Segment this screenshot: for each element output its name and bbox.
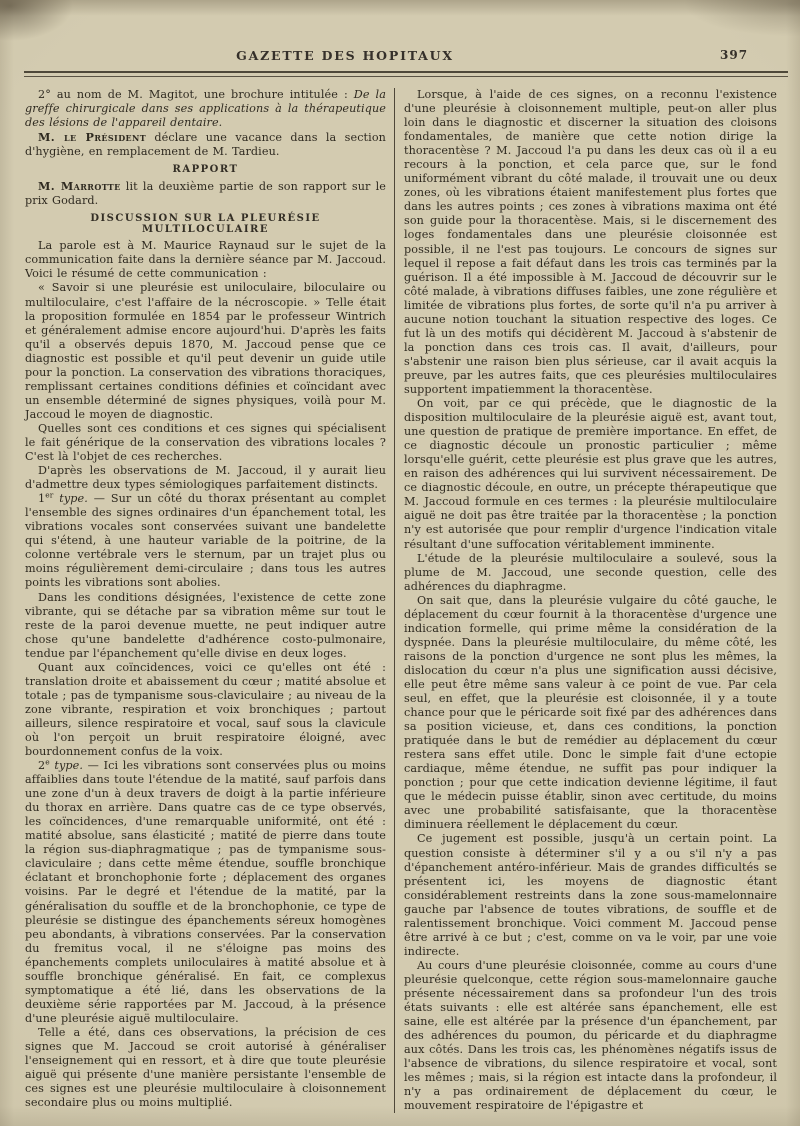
text-segment: La parole est à M. Maurice Raynaud sur le sujet de la communication faite dans la dernière séance par M. Jaccoud. Voici le résumé de cette communication : [25,239,386,281]
text-segment: Quant aux coïncidences, voici ce qu'elles ont été : translation droite et abaissement du cœur ; matité absolue et totale ; pas de tympanisme sous-claviculaire ; au niveau de la zone vibrante, respiration et voix bronchiques ; partout ailleurs, silence respiratoire et vocal, sauf sous la clavicule où l'on perçoit un bruit respiratoire éloigné, avec bourdonnement confus de la voix. [25,660,386,759]
text-segment: 2° au nom de M. Magitot, une brochure intitulée : [38,88,354,101]
text-segment: M. le Président [38,130,147,145]
text-segment: type. [59,492,88,506]
text-segment: e [45,757,50,767]
paragraph [404,552,777,594]
text-segment: lit la deuxième partie de son rapport sur le prix Godard. [25,180,387,208]
text-segment: Quelles sont ces conditions et ces signes qui spécialisent le fait générique de la conservation des vibrations locales ? C'est là l'objet de ces recherches. [25,421,386,464]
text-segment: De la greffe chirurgicale dans ses applications à la thérapeutique des lésions de l'appareil dentaire. [25,88,386,130]
text-segment: On sait que, dans la pleurésie vulgaire du côté gauche, le déplacement du cœur fournit à la thoracentèse d'urgence une indication formelle, qui prime même la considération de la dyspnée. Dans la pleurésie multiloculaire, du même côté, les raisons de la ponction d'urgence ne sont plus les mêmes, la dislocation du cœur n'a plus une signification aussi décisive, elle peut être même sans valeur à ce point de vue. Par cela seul, en effet, que la pleurésie est cloisonnée, il y a toute chance pour que le péricarde soit fixé par des adhérences dans sa position vicieuse, et, dans ces conditions, la ponction pratiquée dans le but de remédier au déplacement du cœur restera sans effet utile. Donc le simple fait d'une ectopie cardiaque, même étendue, ne suffit pas pour indiquer la ponction ; pour que cette indication devienne légitime, il faut que le médecin puisse établir, sinon avec certitude, du moins avec une probabilité satisfaisante, que la thoracentèse diminuera réellement le déplacement du cœur. [404,593,777,832]
paragraph [404,959,777,1114]
text-segment: M. Marrotte [38,179,121,194]
text-segment: déclare une vacance dans la section d'hygiène, en remplacement de M. Tardieu. [25,131,386,159]
text-segment: D'après les observations de M. Jaccoud, il y aurait lieu d'admettre deux types sémiologiques parfaitement distincts. [25,464,386,492]
text-segment: Lorsque, à l'aide de ces signes, on a reconnu l'existence d'une pleurésie à cloisonnement multiple, peut-on aller plus loin dans le diagnostic et discerner la situation des cloisons fondamentales, de manière que cette notion dirige la thoracentèse ? M. Jaccoud l'a pu dans les deux cas où il a eu recours à la ponction, et cela parce que, sur le fond uniformément vibrant du côté malade, il trouvait une ou deux zones, où les vibrations étaient manifestement plus fortes que dans les autres points ; ces zones à vibrations maxima ont été son guide pour la thoracentèse. Mais, si le discernement des loges fondamentales dans une pleurésie cloisonnée est possible, il ne l'est pas toujours. Le concours de signes sur lequel il repose a fait défaut dans les trois cas terminés par la guérison. Il a été impossible à M. Jaccoud de découvrir sur le côté malade, à vibrations diffuses faibles, une zone régulière et limitée de vibrations plus fortes, de sorte qu'il n'a pu arriver à aucune notion touchant la situation respective des loges. Ce fut là un des motifs qui décidèrent M. Jaccoud à s'abstenir de la ponction dans ces trois cas. Il avait, d'ailleurs, pour s'abstenir une raison bien plus sérieuse, car il avait acquis la preuve, par les autres faits, que ces pleurésies multiloculaires supportent impatiemment la thoracentèse. [404,88,777,396]
paragraph [25,179,386,208]
text-segment: 1 [38,492,46,506]
paragraph [404,832,777,958]
paragraph [404,88,777,397]
paragraph [25,422,386,464]
text-segment: Au cours d'une pleurésie cloisonnée, comme au cours d'une pleurésie quelconque, cette région sous-mamelonnaire gauche présente nécessairement dans sa profondeur l'un des trois états suivants : elle est altérée sans épanchement, elle est saine, elle est altérée par la présence d'un épanchement, par des adhérences du poumon, du péricarde et du diaphragme aux côtés. Dans les trois cas, les phénomènes négatifs issus de l'absence de vibrations, du silence respiratoire et vocal, sont les mêmes ; mais, si la région est intacte dans la profondeur, il n'y a pas ordinairement de déplacement du cœur, le mouvement respiratoire de l'épigastre et [404,958,777,1113]
text-segment: L'étude de la pleurésie multiloculaire a soulevé, sous la plume de M. Jaccoud, une seconde question, celle des adhérences du diaphragme. [404,551,777,593]
paragraph [25,281,386,421]
double-rule [24,71,788,77]
paragraph [25,591,386,661]
column-left [25,88,386,1113]
text-segment: — Sur un côté du thorax présentant au complet l'ensemble des signes ordinaires d'un épanchement total, les vibrations vocales sont conservées suivant une bandelette qui s'étend, à une hauteur variable de la poitrine, de la colonne vertébrale vers le sternum, par un trajet plus ou moins régulièrement demi-circulaire ; dans tous les autres points les vibrations sont abolies. [25,492,386,590]
paragraph [25,130,386,159]
paragraph [404,397,777,552]
text-segment: RAPPORT [172,164,239,176]
section-heading [25,213,386,235]
paragraph [25,492,386,590]
section-heading [25,164,386,175]
text-segment: On voit, par ce qui précède, que le diagnostic de la disposition multiloculaire de la pleurésie aiguë est, avant tout, une question de pratique de première importance. En effet, de ce diagnostic découle un pronostic particulier ; même lorsqu'elle guérit, cette pleurésie est plus grave que les autres, en raison des adhérences qui lui survivent nécessairement. De ce diagnostic découle, en outre, un précepte thérapeutique que M. Jaccoud formule en ces termes : la pleurésie multiloculaire aiguë ne doit pas être traitée par la thoracentèse ; la ponction n'y est autorisée que pour remplir d'urgence l'indication vitale résultant d'une suffocation véritablement imminente. [404,397,777,551]
paragraph [25,1026,386,1110]
text-segment: Ce jugement est possible, jusqu'à un certain point. La question consiste à déterminer s'il y a ou s'il n'y a pas d'épanchement antéro-inférieur. Mais de grandes difficultés se présentent ici, les moyens de diagnostic étant considérablement restreints dans la zone sous-mamelonnaire gauche par l'absence de toutes vibrations, de souffle et de ralentissement bronchique. Voici comment M. Jaccoud pense être arrivé à ce but ; c'est, comme on va le voir, par une voie indirecte. [404,832,777,958]
text-segment: — Ici les vibrations sont conservées plus ou moins affaiblies dans toute l'étendue de la matité, sauf parfois dans une zone d'un à deux travers de doigt à la partie inférieure du thorax en arrière. Dans quatre cas de ce type observés, les coïncidences, d'une remarquable uniformité, ont été : matité absolue, sans élasticité ; matité de pierre dans toute la région sus-diaphragmatique ; pas de tympanisme sous-claviculaire ; dans cette même étendue, souffle bronchique éclatant et bronchophonie forte ; déplacement des organes voisins. Par le degré et l'étendue de la matité, par la généralisation du souffle et de la bronchophonie, ce type de pleurésie se distingue des épanchements séreux homogènes peu abondants, à vibrations conservées. Par la conservation du fremitus vocal, il ne s'éloigne pas moins des épanchements complets uniloculaires à matité absolue et à souffle bronchique généralisé. En fait, ce complexus symptomatique a été lié, dans les observations de la deuxième série rapportées par M. Jaccoud, à la présence d'une pleurésie aiguë multiloculaire. [25,759,386,1025]
paragraph [25,88,386,130]
column-divider [394,88,395,1113]
paragraph [25,759,386,1026]
paragraph [25,239,386,281]
text-segment: DISCUSSION SUR LA PLEURÉSIE MULTILOCULAIRE [90,213,321,236]
journal-title: GAZETTE DES HOPITAUX [236,48,454,63]
text-segment: type. [54,759,84,773]
paragraph [25,464,386,492]
paragraph [404,594,777,833]
text-segment: er [45,490,54,500]
text-columns [25,88,777,1113]
text-segment: « Savoir si une pleurésie est uniloculaire, biloculaire ou multiloculaire, c'est l'affaire de la nécroscopie. » Telle était la proposition formulée en 1854 par le professeur Wintrich et généralement admise encore aujourd'hui. D'après les faits qu'il a observés depuis 1870, M. Jaccoud pense que ce diagnostic est possible et qu'il peut devenir un guide utile pour la ponction. La conservation des vibrations thoraciques, remplissant certaines conditions définies et coïncidant avec un ensemble déterminé de signes physiques, voilà pour M. Jaccoud le moyen de diagnostic. [25,281,386,421]
text-segment: 2 [38,759,46,773]
paragraph [25,661,386,759]
column-right [404,88,777,1113]
text-segment: Telle a été, dans ces observations, la précision de ces signes que M. Jaccoud se croit autorisé à généraliser l'enseignement qui en ressort, et à dire que toute pleurésie aiguë qui présente d'une manière persistante l'ensemble de ces signes est une pleurésie multiloculaire à cloisonnement secondaire plus ou moins multiplié. [25,1025,386,1110]
page-number: 397 [720,48,749,62]
text-segment: Dans les conditions désignées, l'existence de cette zone vibrante, qui se détache par sa vibration même sur tout le reste de la paroi devenue muette, ne peut indiquer autre chose qu'une bandelette d'adhérence costo-pulmonaire, tendue par l'épanchement qu'elle divise en deux loges. [25,590,386,660]
